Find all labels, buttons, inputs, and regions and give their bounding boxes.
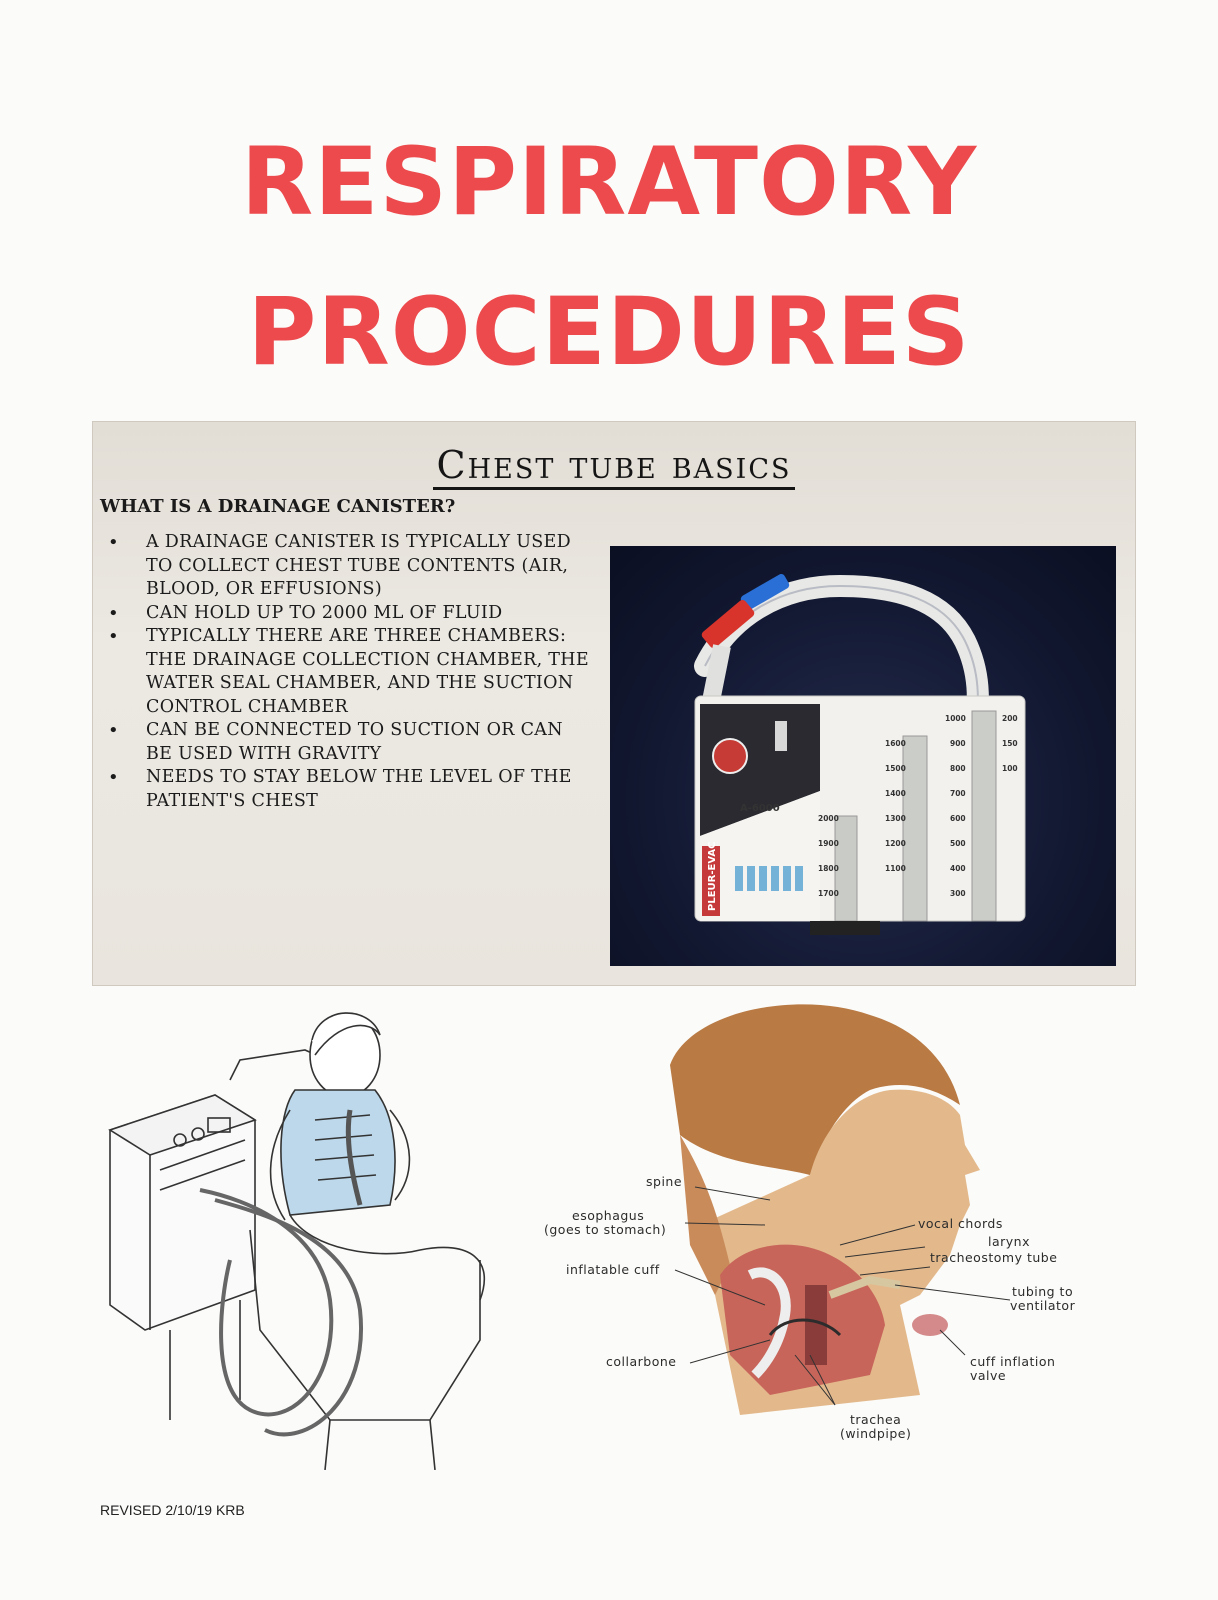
scale-tick-label: 1100 (885, 864, 906, 873)
scale-tick-label: 2000 (818, 814, 839, 823)
page-title-line-1: RESPIRATORY (240, 128, 978, 237)
child-airway-vest-illustration (100, 1000, 520, 1470)
label-esophagus-note: (goes to stomach) (544, 1222, 667, 1237)
scale-tick-label: 400 (950, 864, 966, 873)
scale-tick-label: 500 (950, 839, 966, 848)
revision-footer: REVISED 2/10/19 KRB (100, 1502, 245, 1518)
bullet-list (100, 531, 590, 813)
scale-tick-label: 600 (950, 814, 966, 823)
device-brand: PLEUR-EVAC (707, 841, 718, 911)
scale-tick-label: 1900 (818, 839, 839, 848)
list-item: • NEEDS TO STAY BELOW THE LEVEL OF THE PATIENT'S CHEST (100, 766, 590, 813)
scale-tick-label: 1200 (885, 839, 906, 848)
slide-subtitle: WHAT IS A DRAINAGE CANISTER? (100, 496, 456, 517)
scale-tick-label: 1300 (885, 814, 906, 823)
label-valve: valve (970, 1368, 1007, 1383)
scale-tick-label: 1500 (885, 764, 906, 773)
slide-title: Chest tube basics (92, 443, 1136, 487)
scale-tick-label: 1700 (818, 889, 839, 898)
scale-tick-label: 200 (1002, 714, 1018, 723)
drainage-canister-illustration (610, 546, 1116, 966)
label-tubing-to: tubing to (1012, 1284, 1074, 1299)
label-esophagus: esophagus (572, 1208, 645, 1223)
list-item: • CAN HOLD UP TO 2000 ML OF FLUID (100, 602, 590, 626)
list-item: • CAN BE CONNECTED TO SUCTION OR CAN BE USED WITH GRAVITY (100, 719, 590, 766)
label-vocal-chords: vocal chords (918, 1216, 1003, 1231)
page-title-line-2: PROCEDURES (247, 278, 971, 387)
label-tracheostomy-tube: tracheostomy tube (930, 1250, 1058, 1265)
scale-tick-label: 1800 (818, 864, 839, 873)
scale-tick-label: 1600 (885, 739, 906, 748)
label-spine: spine (646, 1174, 683, 1189)
chest-tube-slide (92, 421, 1136, 986)
device-model: A-6000 (740, 803, 780, 814)
tracheostomy-diagram (540, 995, 1100, 1465)
label-windpipe: (windpipe) (840, 1426, 912, 1441)
label-trachea: trachea (850, 1412, 902, 1427)
scale-tick-label: 100 (1002, 764, 1018, 773)
scale-tick-label: 150 (1002, 739, 1018, 748)
scale-tick-label: 800 (950, 764, 966, 773)
scale-tick-label: 1000 (945, 714, 966, 723)
label-larynx: larynx (988, 1234, 1030, 1249)
list-item: • A DRAINAGE CANISTER IS TYPICALLY USED TO COLLECT CHEST TUBE CONTENTS (AIR, BLOOD, OR EFFUSIONS) (100, 531, 590, 602)
label-cuff-inflation: cuff inflation (970, 1354, 1056, 1369)
list-item: • TYPICALLY THERE ARE THREE CHAMBERS: THE DRAINAGE COLLECTION CHAMBER, THE WATER SEAL CHAMBER, AND THE SUCTION CONTROL CHAMBER (100, 625, 590, 719)
scale-tick-label: 900 (950, 739, 966, 748)
label-collarbone: collarbone (606, 1354, 677, 1369)
label-ventilator: ventilator (1010, 1298, 1076, 1313)
label-inflatable-cuff: inflatable cuff (566, 1262, 660, 1277)
drainage-canister-photo (610, 546, 1116, 966)
scale-tick-label: 700 (950, 789, 966, 798)
scale-tick-label: 1400 (885, 789, 906, 798)
scale-tick-label: 300 (950, 889, 966, 898)
